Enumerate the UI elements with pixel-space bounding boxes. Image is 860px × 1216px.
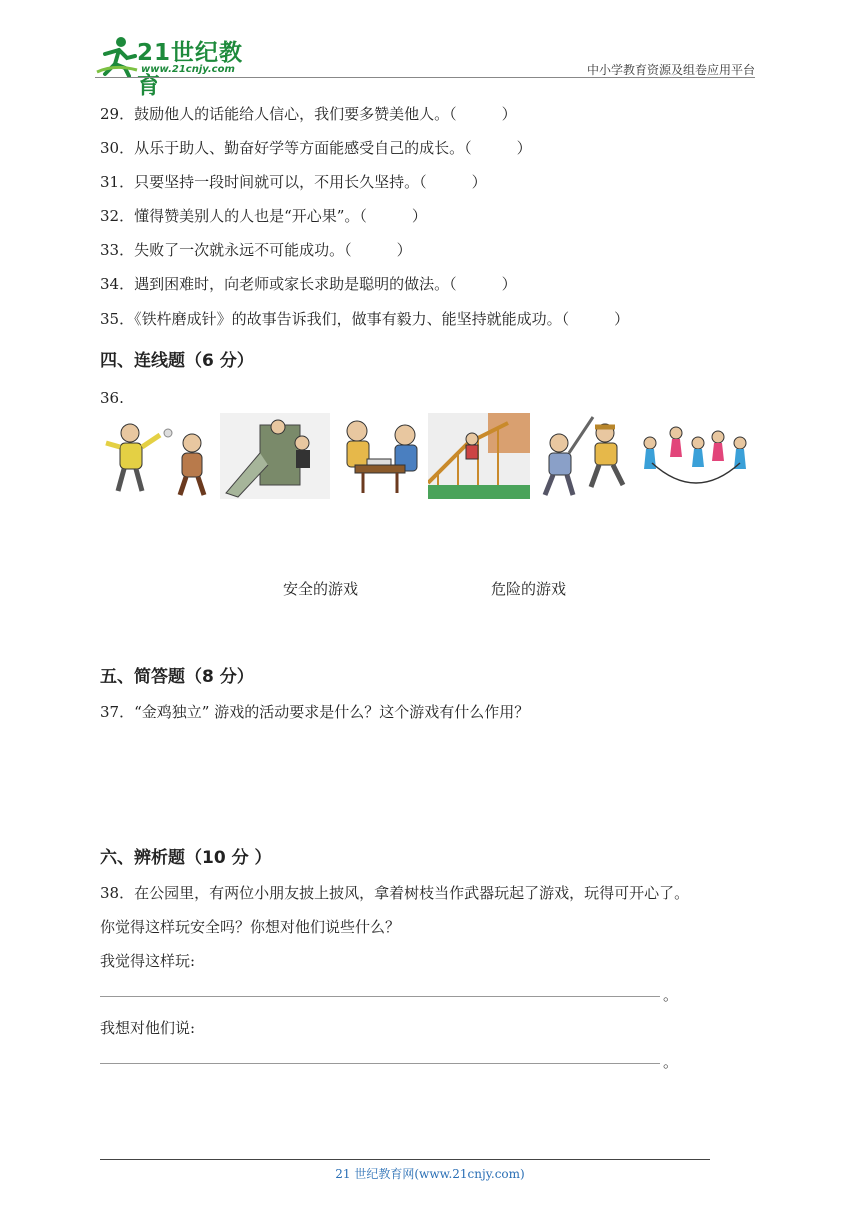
section-title-matching: 四、连线题（6 分） [100,351,254,371]
question-35: 35．《铁杵磨成针》的故事告诉我们，做事有毅力、能坚持就能成功。（ ） [100,310,630,328]
slide-picture [220,413,330,499]
page-header [95,30,755,99]
logo-text: 21世纪教育 [137,40,244,99]
stair-railing-picture [428,413,530,499]
question-34: 34．遇到困难时，向老师或家长求助是聪明的做法。（ ） [100,275,517,293]
footer-link[interactable]: 21 世纪教育网(www.21cnjy.com) [335,1167,525,1181]
jump-rope-picture [636,413,754,499]
answer-line-2[interactable] [100,1063,660,1064]
question-30: 30．从乐于助人、勤奋好学等方面能感受自己的成长。（ ） [100,139,532,157]
answer-line-1-period: 。 [663,986,679,1004]
section-title-analysis: 六、辨析题（10 分 ） [100,848,272,868]
site-logo [95,34,265,99]
playing-chess-picture [333,413,425,499]
header-divider [95,77,755,78]
caption-dangerous-games: 危险的游戏 [491,580,567,598]
question-31: 31．只要坚持一段时间就可以，不用长久坚持。（ ） [100,173,487,191]
question-38-line1: 38．在公园里，有两位小朋友披上披风，拿着树枝当作武器玩起了游戏，玩得可开心了。 [100,884,690,902]
footer-divider [100,1159,710,1160]
section-title-short-answer: 五、简答题（8 分） [100,667,254,687]
answer-line-1[interactable] [100,996,660,997]
logo-url: www.21cnjy.com [141,64,235,75]
answer-prompt-2: 我想对他们说: [100,1019,196,1037]
answer-line-2-period: 。 [663,1053,679,1071]
question-29: 29．鼓励他人的话能给人信心，我们要多赞美他人。（ ） [100,105,517,123]
question-38-line2: 你觉得这样玩安全吗？你想对他们说些什么？ [100,918,401,936]
question-33: 33．失败了一次就永远不可能成功。（ ） [100,241,412,259]
runner-logo-icon [95,34,139,78]
question-36-number: 36. [100,389,124,407]
question-32: 32．懂得赞美别人的人也是“开心果”。（ ） [100,207,427,225]
header-tagline: 中小学教育资源及组卷应用平台 [586,63,755,77]
question-37: 37．“金鸡独立” 游戏的活动要求是什么？这个游戏有什么作用？ [100,703,530,721]
answer-prompt-1: 我觉得这样玩: [100,952,196,970]
snowball-fight-picture [100,413,215,499]
caption-safe-games: 安全的游戏 [283,580,359,598]
stick-fight-picture [533,413,633,499]
